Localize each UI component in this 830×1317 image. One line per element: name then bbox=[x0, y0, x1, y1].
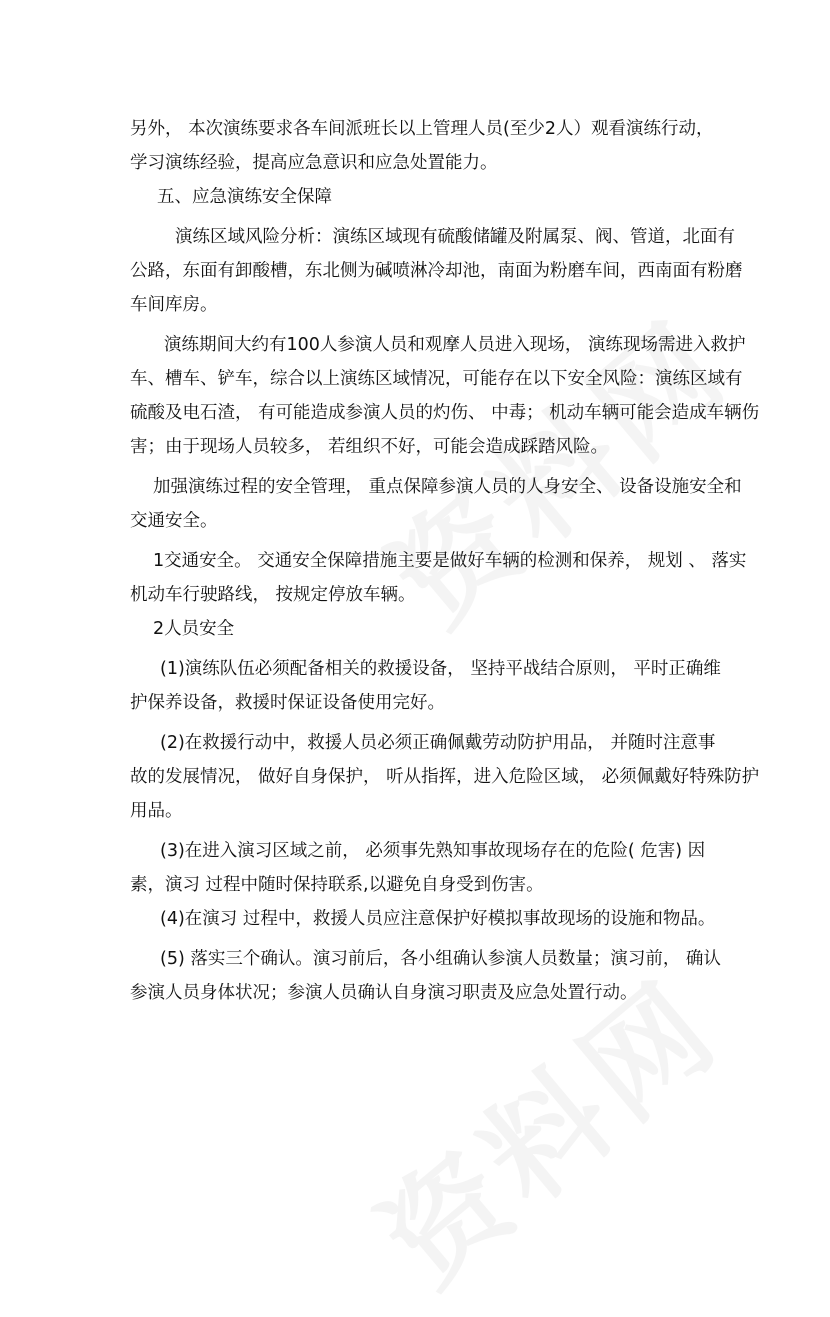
paragraph-line: (1)演练队伍必须配备相关的救援设备， 坚持平战结合原则， 平时正确维 bbox=[160, 659, 721, 679]
paragraph-line: (2)在救援行动中，救援人员必须正确佩戴劳动防护用品， 并随时注意事 bbox=[160, 733, 716, 753]
paragraph-line: 故的发展情况， 做好自身保护， 听从指挥，进入危险区域， 必须佩戴好特殊防护 bbox=[130, 767, 760, 787]
paragraph-line: (3)在进入演习区域之前， 必须事先熟知事故现场存在的危险( 危害) 因 bbox=[160, 841, 706, 861]
paragraph-line: 另外， 本次演练要求各车间派班长以上管理人员(至少2人）观看演练行动， bbox=[130, 119, 714, 139]
paragraph-line: 用品。 bbox=[130, 801, 183, 821]
paragraph-line: 演练期间大约有100人参演人员和观摩人员进入现场， 演练现场需进入救护 bbox=[164, 335, 746, 355]
paragraph-line: 演练区域风险分析：演练区域现有硫酸储罐及附属泵、阀、管道，北面有 bbox=[175, 227, 735, 247]
paragraph-line: 交通安全。 bbox=[130, 511, 218, 531]
section-heading: 2人员安全 bbox=[153, 619, 235, 639]
paragraph-line: 车间库房。 bbox=[130, 295, 218, 315]
paragraph-line: 护保养设备，救援时保证设备使用完好。 bbox=[130, 693, 445, 713]
paragraph-line: 加强演练过程的安全管理， 重点保障参演人员的人身安全、 设备设施安全和 bbox=[153, 477, 742, 497]
paragraph-line: 素，演习 过程中随时保持联系,以避免自身受到伤害。 bbox=[130, 875, 544, 895]
paragraph-line: (5) 落实三个确认。演习前后，各小组确认参演人员数量；演习前， 确认 bbox=[160, 949, 721, 969]
paragraph-line: 1交通安全。 交通安全保障措施主要是做好车辆的检测和保养， 规划 、 落实 bbox=[153, 551, 747, 571]
paragraph-line: 车、槽车、铲车，综合以上演练区域情况，可能存在以下安全风险：演练区域有 bbox=[130, 369, 743, 389]
paragraph-line: 学习演练经验，提高应急意识和应急处置能力。 bbox=[130, 153, 498, 173]
paragraph-line: (4)在演习 过程中，救援人员应注意保护好模拟事故现场的设施和物品。 bbox=[160, 909, 716, 929]
paragraph-line: 机动车行驶路线， 按规定停放车辆。 bbox=[130, 585, 416, 605]
section-heading: 五、应急演练安全保障 bbox=[157, 187, 332, 207]
paragraph-line: 硫酸及电石渣， 有可能造成参演人员的灼伤、 中毒； 机动车辆可能会造成车辆伤 bbox=[130, 403, 760, 423]
paragraph-line: 害；由于现场人员较多， 若组织不好，可能会造成踩踏风险。 bbox=[130, 437, 609, 457]
paragraph-line: 参演人员身体状况；参演人员确认自身演习职责及应急处置行动。 bbox=[130, 983, 638, 1003]
paragraph-line: 公路，东面有卸酸槽，东北侧为碱喷淋冷却池，南面为粉磨车间，西南面有粉磨 bbox=[130, 261, 743, 281]
